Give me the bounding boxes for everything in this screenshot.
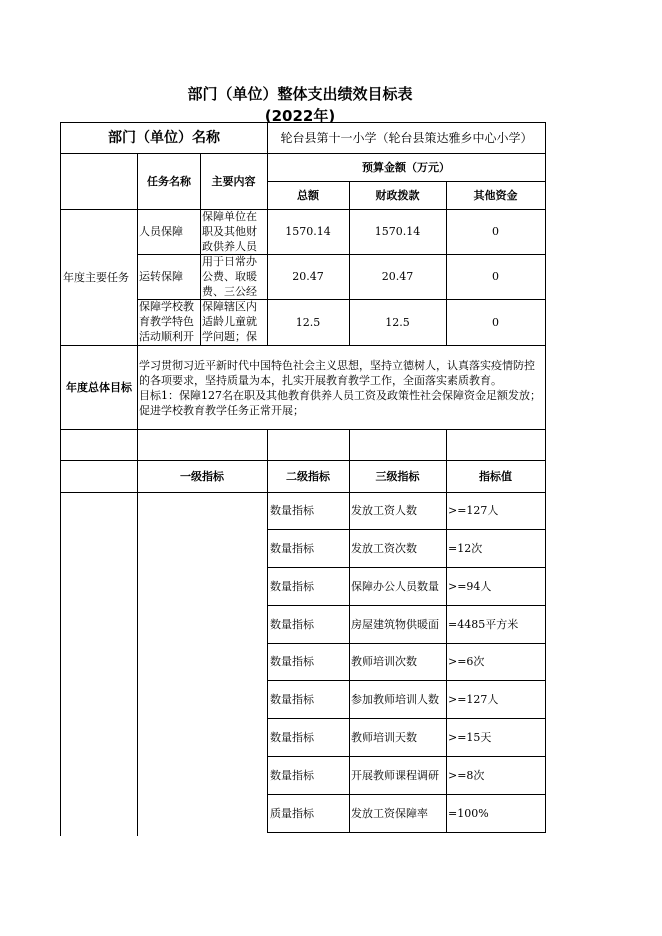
indicator-level3: 开展教师课程调研 (349, 756, 447, 795)
task-content: 保障单位在职及其他财政供养人员 (200, 209, 268, 255)
indicator-level3: 发放工资保障率 (349, 794, 447, 833)
budget-header: 预算金额（万元） (267, 153, 546, 182)
indicator-value-header: 指标值 (446, 460, 546, 493)
task-fiscal: 20.47 (349, 254, 447, 300)
indicator-level3: 发放工资次数 (349, 529, 447, 568)
indicator-level2-header: 二级指标 (267, 460, 350, 493)
indicator-level3: 保障办公人员数量 (349, 567, 447, 606)
spacer-cell (60, 429, 138, 461)
indicator-value: >=127人 (446, 680, 546, 719)
indicator-level2: 数量指标 (267, 643, 350, 681)
task-total: 1570.14 (267, 209, 350, 255)
indicator-value: =4485平方米 (446, 605, 546, 644)
task-other: 0 (446, 209, 546, 255)
spacer-cell (349, 429, 447, 461)
indicator-level2: 数量指标 (267, 756, 350, 795)
indicator-value: =100% (446, 794, 546, 833)
col-task-name: 任务名称 (137, 153, 201, 210)
indicator-level2: 数量指标 (267, 529, 350, 568)
indicator-level2: 数量指标 (267, 567, 350, 606)
indicator-value: =12次 (446, 529, 546, 568)
task-fiscal: 1570.14 (349, 209, 447, 255)
col-other: 其他资金 (446, 181, 546, 210)
task-name: 保障学校教育教学特色活动顺利开 (137, 299, 201, 346)
indicator-level1-border (137, 492, 138, 836)
header-blank (60, 153, 138, 210)
task-other: 0 (446, 299, 546, 346)
indicator-left-border (60, 492, 61, 836)
task-other: 0 (446, 254, 546, 300)
task-name: 人员保障 (137, 209, 201, 255)
indicator-value: >=127人 (446, 492, 546, 530)
task-name: 运转保障 (137, 254, 201, 300)
task-content: 用于日常办公费、取暖费、三公经 (200, 254, 268, 300)
indicator-level2: 数量指标 (267, 680, 350, 719)
task-fiscal: 12.5 (349, 299, 447, 346)
page-title: 部门（单位）整体支出绩效目标表 (187, 85, 413, 103)
indicator-level2: 数量指标 (267, 718, 350, 757)
annual-goal-label: 年度总体目标 (60, 345, 138, 430)
indicator-level3: 发放工资人数 (349, 492, 447, 530)
spacer-cell (137, 429, 268, 461)
spacer-cell (446, 429, 546, 461)
indicator-level2: 质量指标 (267, 794, 350, 833)
col-fiscal: 财政拨款 (349, 181, 447, 210)
indicator-level2: 数量指标 (267, 605, 350, 644)
task-content: 保障辖区内适龄儿童就学问题；保 (200, 299, 268, 346)
indicator-level1-header: 一级指标 (137, 460, 268, 493)
indicator-level3: 房屋建筑物供暖面 (349, 605, 447, 644)
indicator-level3: 参加教师培训人数 (349, 680, 447, 719)
indicator-level3: 教师培训天数 (349, 718, 447, 757)
indicator-value: >=6次 (446, 643, 546, 681)
task-total: 20.47 (267, 254, 350, 300)
year-subtitle: (2022年) (264, 107, 336, 125)
col-total: 总额 (267, 181, 350, 210)
indicator-level3: 教师培训次数 (349, 643, 447, 681)
indicator-value: >=15天 (446, 718, 546, 757)
indicator-header-blank (60, 460, 138, 493)
indicator-value: >=8次 (446, 756, 546, 795)
dept-label: 部门（单位）名称 (60, 122, 268, 154)
indicator-level3-header: 三级指标 (349, 460, 447, 493)
col-main-content: 主要内容 (200, 153, 268, 210)
indicator-value: >=94人 (446, 567, 546, 606)
indicator-level2: 数量指标 (267, 492, 350, 530)
annual-tasks-label: 年度主要任务 (60, 209, 138, 346)
spacer-cell (267, 429, 350, 461)
task-total: 12.5 (267, 299, 350, 346)
dept-name: 轮台县第十一小学（轮台县策达雅乡中心小学） (267, 122, 546, 154)
annual-goal-text: 学习贯彻习近平新时代中国特色社会主义思想，坚持立德树人，认真落实疫情防控的各项要求，坚持质量为本，扎实开展教育教学工作，全面落实素质教育。 目标1：保障127名在职及其他教育供养人员工资及政策性社会保障资金足额发放；促进学校教育教学任务正常开展； (137, 345, 546, 430)
